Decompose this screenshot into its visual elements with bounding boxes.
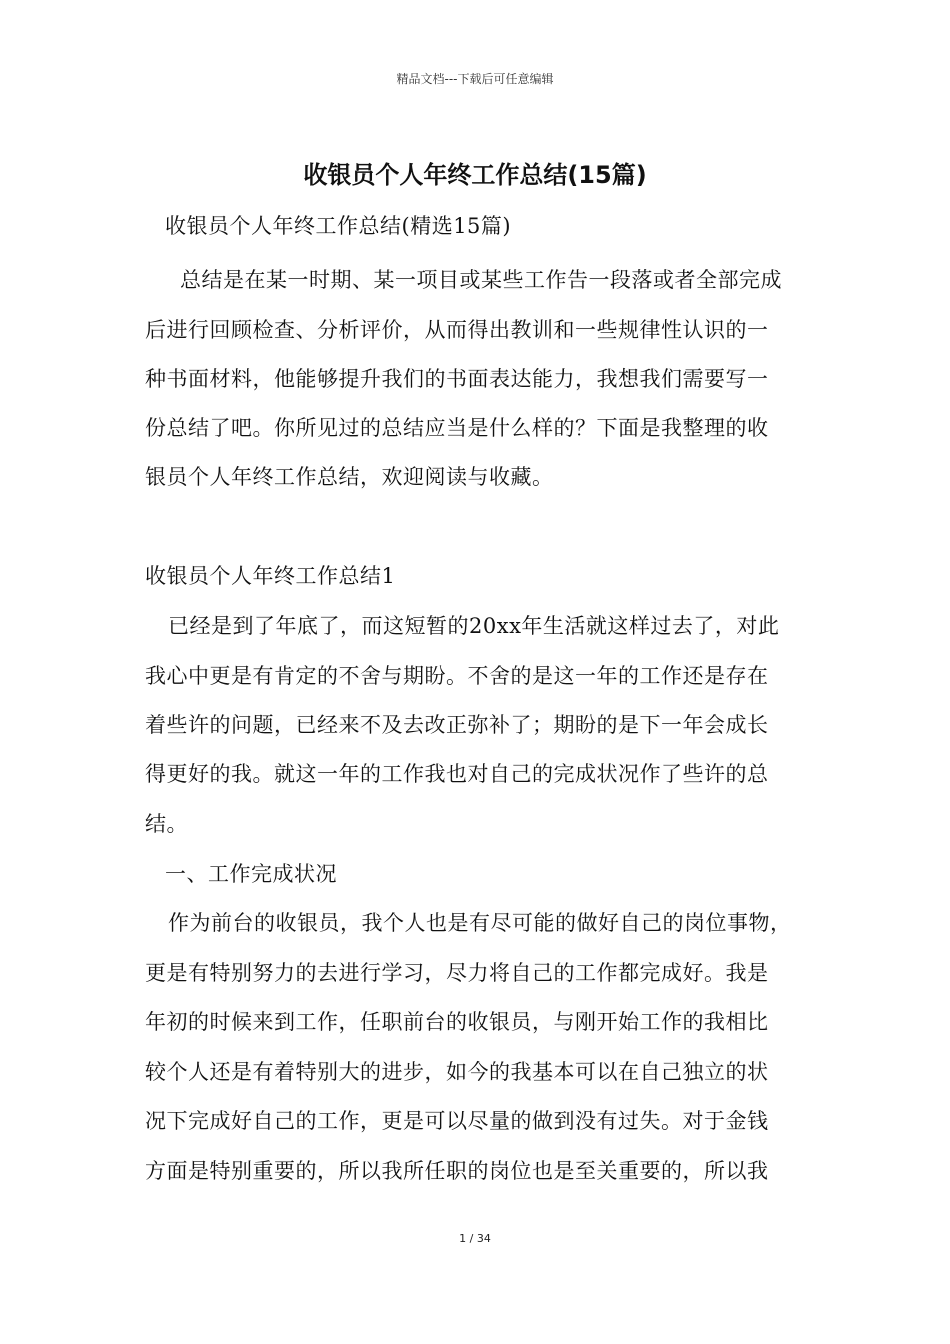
paragraph-line: 较个人还是有着特别大的进步，如今的我基本可以在自己独立的状 [145,1060,769,1084]
paragraph-line: 银员个人年终工作总结，欢迎阅读与收藏。 [145,465,554,489]
paragraph-line: 我心中更是有肯定的不舍与期盼。不舍的是这一年的工作还是存在 [145,664,769,688]
paragraph-line: 总结是在某一时期、某一项目或某些工作告一段落或者全部完成 [180,268,782,292]
section-heading: 收银员个人年终工作总结1 [145,564,396,588]
page-header: 精品文档---下载后可任意编辑 [396,72,554,86]
paragraph-line: 方面是特别重要的，所以我所任职的岗位也是至关重要的，所以我 [145,1159,769,1183]
paragraph-line: 作为前台的收银员，我个人也是有尽可能的做好自己的岗位事物， [168,911,792,935]
paragraph-line: 结。 [145,812,188,836]
page-number: 1 / 34 [459,1232,491,1245]
subtitle-line: 收银员个人年终工作总结(精选15篇) [165,214,512,238]
document-title: 收银员个人年终工作总结(15篇) [303,161,647,189]
paragraph-line: 得更好的我。就这一年的工作我也对自己的完成状况作了些许的总 [145,762,769,786]
paragraph-line: 年初的时候来到工作，任职前台的收银员，与刚开始工作的我相比 [145,1010,769,1034]
paragraph-line: 种书面材料，他能够提升我们的书面表达能力，我想我们需要写一 [145,367,769,391]
paragraph-line: 份总结了吧。你所见过的总结应当是什么样的？下面是我整理的收 [145,416,769,440]
paragraph-line: 已经是到了年底了，而这短暂的20xx年生活就这样过去了，对此 [168,614,780,638]
subsection-heading: 一、工作完成状况 [165,862,337,886]
paragraph-line: 后进行回顾检查、分析评价，从而得出教训和一些规律性认识的一 [145,318,769,342]
paragraph-line: 况下完成好自己的工作，更是可以尽量的做到没有过失。对于金钱 [145,1109,769,1133]
paragraph-line: 着些许的问题，已经来不及去改正弥补了；期盼的是下一年会成长 [145,713,769,737]
paragraph-line: 更是有特别努力的去进行学习，尽力将自己的工作都完成好。我是 [145,961,769,985]
